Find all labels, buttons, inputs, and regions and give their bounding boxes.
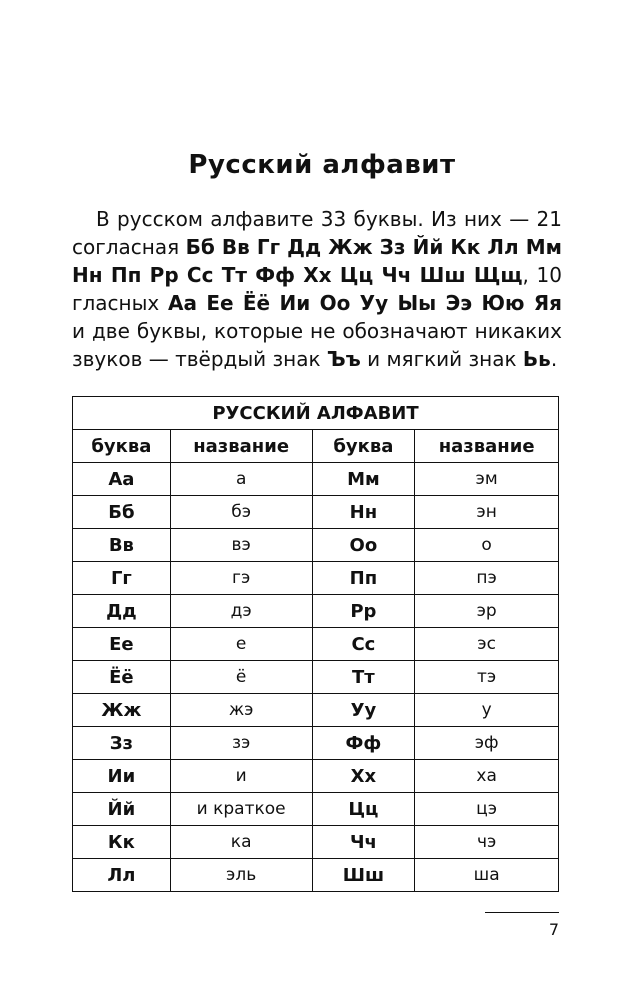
intro-line [72,289,562,317]
table-row [73,529,559,562]
table-row [73,859,559,892]
letter-cell: Аа [73,463,171,496]
name-cell: дэ [170,595,312,628]
letter-cell: Уу [312,694,415,727]
table-body [73,463,559,892]
letter-cell: Зз [73,727,171,760]
name-cell: и [170,760,312,793]
letter-cell: Вв [73,529,171,562]
letter-cell: Йй [73,793,171,826]
name-cell: пэ [415,562,559,595]
table-row [73,496,559,529]
letter-cell: Бб [73,496,171,529]
table-header-row [73,430,559,463]
name-cell: зэ [170,727,312,760]
name-cell: эн [415,496,559,529]
page-title: Русский алфавит [188,150,456,180]
name-cell: ё [170,661,312,694]
letter-cell: Оо [312,529,415,562]
name-cell: тэ [415,661,559,694]
name-cell: эм [415,463,559,496]
letter-cell: Ии [73,760,171,793]
name-cell: эль [170,859,312,892]
letter-cell: Нн [312,496,415,529]
name-cell: цэ [415,793,559,826]
letter-cell: Ее [73,628,171,661]
letter-cell: Жж [73,694,171,727]
intro-letters: Аа Ее Ёё Ии Оо Уу Ыы Ээ Юю Яя [168,291,562,315]
letter-cell: Шш [312,859,415,892]
letter-cell: Мм [312,463,415,496]
table-row [73,727,559,760]
intro-text: и мягкий знак [360,347,523,371]
name-cell: о [415,529,559,562]
letter-cell: Гг [73,562,171,595]
letter-cell: Рр [312,595,415,628]
table-caption: РУССКИЙ АЛФАВИТ [73,397,559,430]
letter-cell: Цц [312,793,415,826]
intro-text: и две буквы, которые не обозначают никаких [72,319,562,343]
name-cell: и краткое [170,793,312,826]
intro-text: звуков — твёрдый знак [72,347,327,371]
letter-cell: Дд [73,595,171,628]
name-cell: а [170,463,312,496]
name-cell: бэ [170,496,312,529]
name-cell: эс [415,628,559,661]
table-row [73,628,559,661]
table-row [73,760,559,793]
table-row [73,562,559,595]
letter-cell: Тт [312,661,415,694]
name-cell: эф [415,727,559,760]
table-row [73,463,559,496]
intro-paragraph [72,205,562,373]
header-letter-2: буква [312,430,415,463]
table-row [73,793,559,826]
intro-text: В русском алфавите 33 буквы. Из них — 21 [96,207,562,231]
table-row [73,694,559,727]
header-name-2: название [415,430,559,463]
intro-line [72,317,562,345]
letter-cell: Хх [312,760,415,793]
name-cell: ха [415,760,559,793]
alphabet-table [72,396,559,892]
intro-letters: Бб Вв Гг Дд Жж Зз Йй Кк Лл Мм [185,235,562,259]
intro-letters: Ьь [522,347,551,371]
table-row [73,661,559,694]
intro-line [72,205,562,233]
letter-cell: Лл [73,859,171,892]
letter-cell: Фф [312,727,415,760]
name-cell: ка [170,826,312,859]
footer-rule [485,912,559,913]
header-letter-1: буква [73,430,171,463]
header-name-1: название [170,430,312,463]
table-row [73,826,559,859]
name-cell: у [415,694,559,727]
page-number: 7 [548,920,559,939]
table-row [73,595,559,628]
intro-letters: Ъъ [326,347,361,371]
intro-text: . [550,347,558,371]
intro-letters: Нн Пп Рр Сс Тт Фф Хх Цц Чч Шш Щщ [72,263,523,287]
name-cell: е [170,628,312,661]
name-cell: вэ [170,529,312,562]
letter-cell: Пп [312,562,415,595]
intro-text: гласных [72,291,168,315]
name-cell: чэ [415,826,559,859]
intro-line [72,233,562,261]
letter-cell: Сс [312,628,415,661]
intro-text: согласная [72,235,186,259]
letter-cell: Кк [73,826,171,859]
name-cell: эр [415,595,559,628]
intro-line [72,261,562,289]
intro-text: , 10 [522,263,562,287]
intro-line [72,345,562,373]
letter-cell: Чч [312,826,415,859]
name-cell: ша [415,859,559,892]
letter-cell: Ёё [73,661,171,694]
name-cell: жэ [170,694,312,727]
name-cell: гэ [170,562,312,595]
